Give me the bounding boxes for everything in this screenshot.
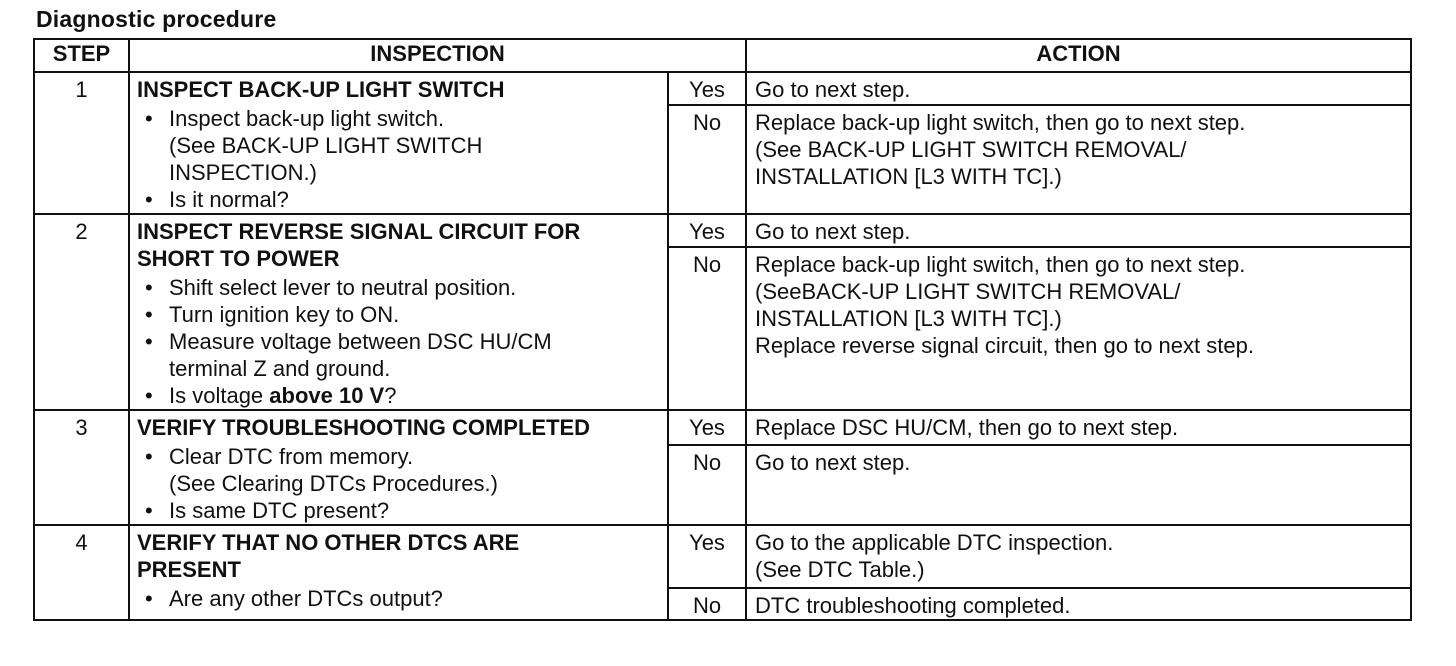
yes-action (746, 72, 1411, 105)
inspection-bullets (137, 443, 661, 524)
bullet-subtext: terminal Z and ground. (169, 356, 391, 381)
bullet-text: Measure voltage between DSC HU/CM (169, 329, 552, 354)
bullet-item (137, 105, 661, 186)
step-header: STEP (34, 39, 129, 72)
step-number: 3 (34, 410, 129, 525)
bullet-item (137, 274, 661, 301)
inspection-cell (129, 525, 668, 620)
inspection-header: INSPECTION (129, 39, 746, 72)
inspection-cell (129, 214, 668, 410)
bullet-item (137, 443, 661, 497)
yes-label: Yes (668, 410, 746, 445)
no-action (746, 105, 1411, 214)
diagnostic-table (33, 38, 1412, 621)
bullet-item (137, 328, 661, 382)
no-action (746, 588, 1411, 620)
step-number: 2 (34, 214, 129, 410)
inspection-bullets (137, 105, 661, 213)
action-header: ACTION (746, 39, 1411, 72)
page-title: Diagnostic procedure (36, 6, 277, 32)
bullet-text: Turn ignition key to ON. (169, 302, 400, 327)
inspection-title: INSPECT BACK-UP LIGHT SWITCH (137, 77, 505, 102)
action-line: Replace DSC HU/CM, then go to next step. (755, 415, 1179, 440)
no-action (746, 247, 1411, 410)
bullet-text: Are any other DTCs output? (169, 586, 443, 611)
yes-label: Yes (668, 525, 746, 588)
bullet-subtext: (See Clearing DTCs Procedures.) (169, 471, 498, 496)
bullet-bold-text: above 10 V (269, 383, 385, 408)
bullet-text: Shift select lever to neutral position. (169, 275, 517, 300)
inspection-title: SHORT TO POWER (137, 246, 340, 271)
inspection-title: VERIFY TROUBLESHOOTING COMPLETED (137, 415, 591, 440)
action-line: Go to next step. (755, 219, 911, 244)
inspection-title: PRESENT (137, 557, 241, 582)
step-row-yes (34, 410, 1411, 445)
action-line: DTC troubleshooting completed. (755, 593, 1071, 618)
action-line: INSTALLATION [L3 WITH TC].) (755, 164, 1062, 189)
inspection-title: INSPECT REVERSE SIGNAL CIRCUIT FOR (137, 219, 581, 244)
action-line: INSTALLATION [L3 WITH TC].) (755, 306, 1062, 331)
inspection-cell (129, 72, 668, 214)
yes-label: Yes (668, 72, 746, 105)
action-line: (SeeBACK-UP LIGHT SWITCH REMOVAL/ (755, 279, 1181, 304)
bullet-subtext: (See BACK-UP LIGHT SWITCH (169, 133, 483, 158)
inspection-title: VERIFY THAT NO OTHER DTCS ARE (137, 530, 520, 555)
yes-action (746, 525, 1411, 588)
bullet-text: Is voltage (169, 383, 270, 408)
bullet-item (137, 382, 661, 409)
bullet-item (137, 585, 661, 612)
inspection-bullets (137, 274, 661, 409)
bullet-after-text: ? (384, 383, 397, 408)
bullet-subtext: INSPECTION.) (169, 160, 317, 185)
bullet-item (137, 301, 661, 328)
no-label: No (668, 588, 746, 620)
bullet-item (137, 186, 661, 213)
bullet-text: Clear DTC from memory. (169, 444, 414, 469)
inspection-bullets (137, 585, 661, 612)
no-action (746, 445, 1411, 525)
action-line: Replace back-up light switch, then go to next step. (755, 110, 1246, 135)
action-line: (See DTC Table.) (755, 557, 925, 582)
bullet-item (137, 497, 661, 524)
action-line: Go to next step. (755, 450, 911, 475)
bullet-text: Is same DTC present? (169, 498, 390, 523)
no-label: No (668, 105, 746, 214)
action-line: Go to next step. (755, 77, 911, 102)
no-label: No (668, 247, 746, 410)
no-label: No (668, 445, 746, 525)
step-number: 1 (34, 72, 129, 214)
step-row-yes (34, 525, 1411, 588)
yes-action (746, 410, 1411, 445)
bullet-text: Inspect back-up light switch. (169, 106, 445, 131)
action-line: Replace reverse signal circuit, then go to next step. (755, 333, 1254, 358)
action-line: (See BACK-UP LIGHT SWITCH REMOVAL/ (755, 137, 1187, 162)
yes-action (746, 214, 1411, 247)
step-number: 4 (34, 525, 129, 620)
yes-label: Yes (668, 214, 746, 247)
step-row-yes (34, 214, 1411, 247)
action-line: Replace back-up light switch, then go to next step. (755, 252, 1246, 277)
action-line: Go to the applicable DTC inspection. (755, 530, 1114, 555)
table-header-row (34, 39, 1411, 72)
step-row-yes (34, 72, 1411, 105)
inspection-cell (129, 410, 668, 525)
bullet-text: Is it normal? (169, 187, 289, 212)
